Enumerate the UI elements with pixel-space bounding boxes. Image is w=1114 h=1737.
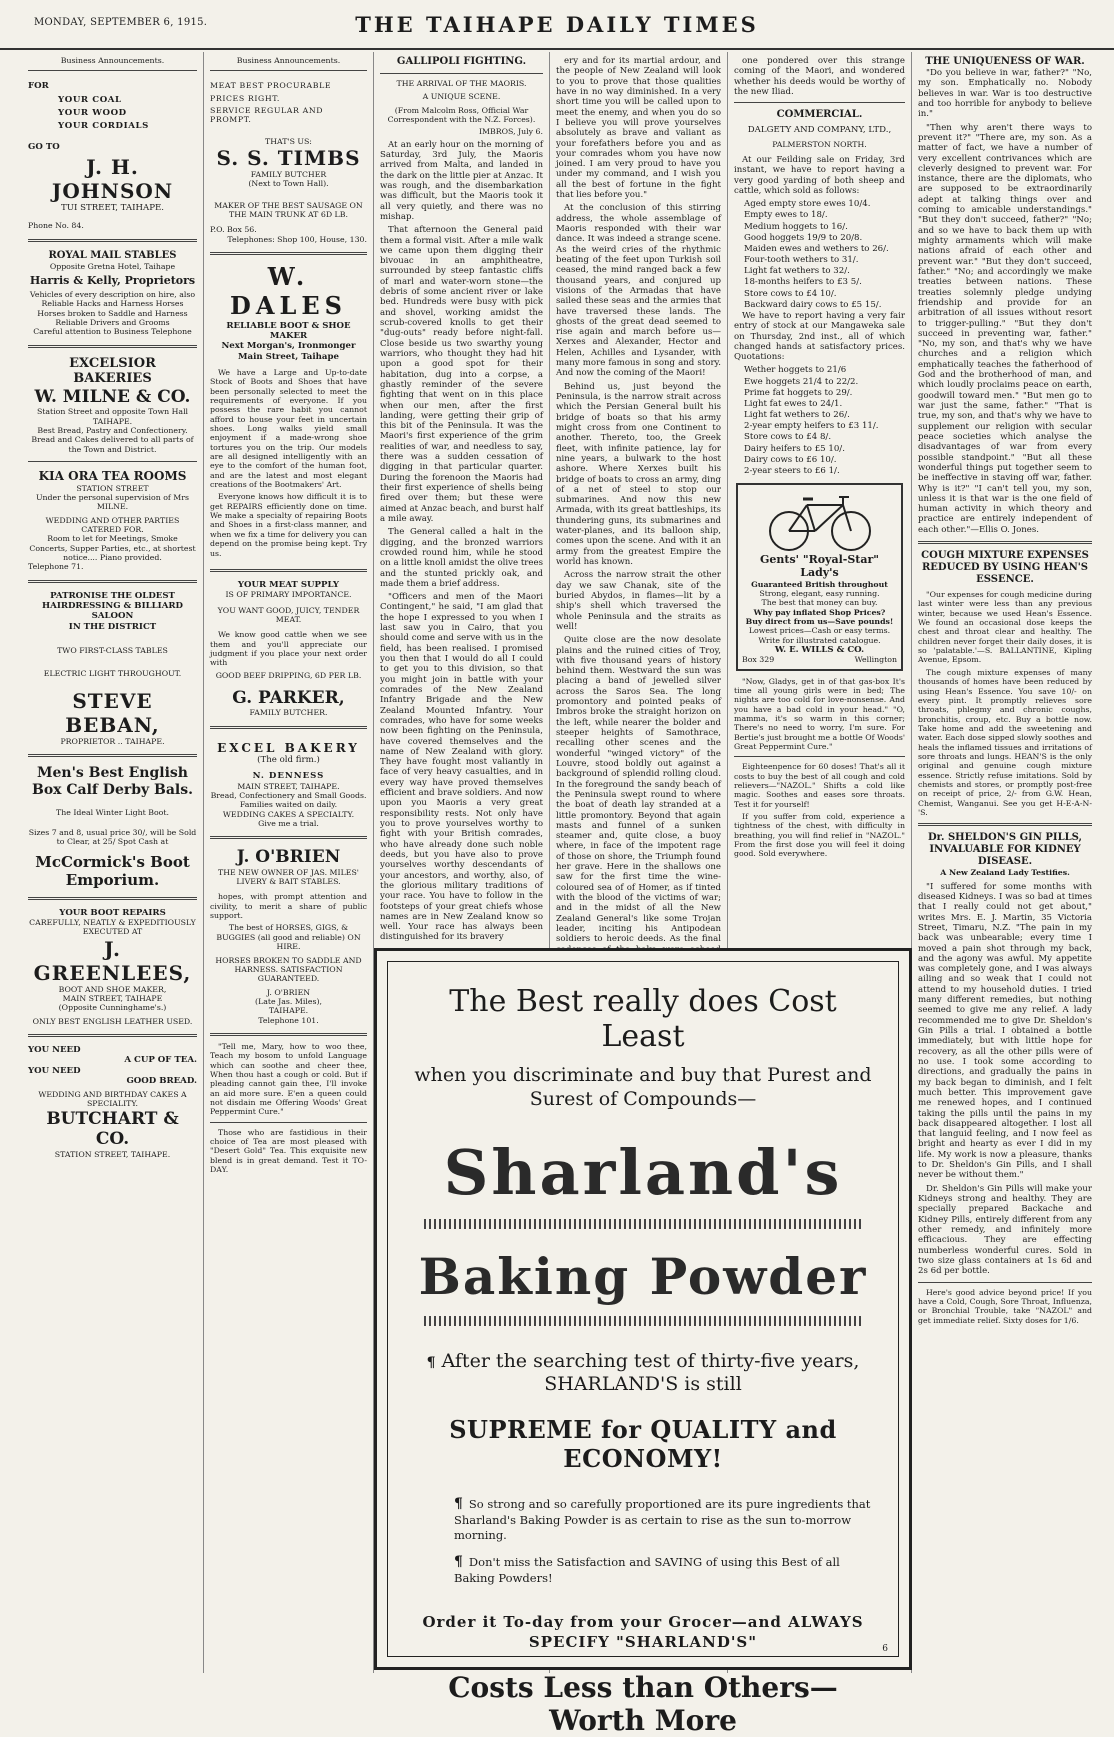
cough-heading: COUGH MIXTURE EXPENSES REDUCED BY USING HEAN'S ESSENCE. <box>921 550 1089 586</box>
ad-mccormick-boots: Men's Best English Box Calf Derby Bals. The Ideal Winter Light Boot. Sizes 7 and 8, usual price 30/, will be Sold to Clear, at 25/ Spot Cash at McCormick's Boot Emporium. <box>28 764 197 889</box>
ad-obrien-stables: J. O'BRIEN THE NEW OWNER OF JAS. MILES' LIVERY & BAIT STABLES. hopes, with prompt attention and civility, to merit a share of public support. The best of HORSES, GIGS, & BUGGIES (all good and reliable) ON HIRE. HORSES BROKEN TO SADDLE AND HARNESS. SATISFACTION GUARANTEED. J. O'BRIEN (Late Jas. Miles), TAIHAPE. Telephone 101. <box>210 847 367 1025</box>
greenlees-name: J. GREENLEES, <box>33 936 192 985</box>
ad-royal-mail-stables: ROYAL MAIL STABLES Opposite Gretna Hotel, Taihape Harris & Kelly, Proprietors Vehicles of every description on hire, also Reliable Hacks and Harness Horses Horses broken to Saddle and Harness Reliable Drivers and Grooms Careful attention to Business Telephone <box>29 249 196 337</box>
timbs-name: S. S. TIMBS <box>216 146 361 171</box>
page-number: 6 <box>882 1644 888 1654</box>
newspaper-title: THE TAIHAPE DAILY TIMES <box>355 12 759 37</box>
dales-name: W. DALES <box>230 262 347 320</box>
stock-list-feilding: Aged empty store ewes 10/4. Empty ewes to 18/. Medium hoggets to 16/. Good hoggets 19/9 to 20/8. Maiden ewes and wethers to 26/. Four-tooth wethers to 31/. Light fat wethers to 32/. 18-months heifers to £3 5/. Store cows to £4 10/. Backward dairy cows to £5 15/. <box>744 199 889 310</box>
column-3: GALLIPOLI FIGHTING. THE ARRIVAL OF THE MAORIS. A UNIQUE SCENE. (From Malcolm Ross, Official War Correspondent with the N.Z. Forces). IMBROS, July 6. At an early hour on the morning of Saturday, 3rd July, the Maoris arrived from Malta, and landed in the dark on the little pier at Anzac. It was rough, and the disembarkation was difficult, but the Maoris took it all very quietly, and there was no mishap. That afternoon the General paid them a formal visit. After a mile walk we came upon them digging their bivouac in an amphitheatre, surrounded by steep fantastic cliffs of marl and water-worn stone—the debris of some ancient river or lake bed. Hundreds were busy with pick and shovel, working amidst the scrub-covered knolls to get their "dug-outs" ready before night-fall. Close beside us two swarthy young warriors, who thought they had hit upon a good spot for their habitation, dug into a corpse, a ghastly reminder of the severe fighting that went on in this place when our men, after the first landing, were getting their grip of this bit of the Peninsula. It was the Maori's first experience of the grim realities of war, and needless to say, there was a sudden cessation of digging in that particular quarter. During the forenoon the Maoris had their first experience of shells being fired over them; but these were aimed at Anzac beach, and burst half a mile away. The General called a halt in the digging, and the bronzed warriors crowded round him, while he stood on a little knoll amidst the olive trees and the stunted prickly oak, and made them a brief address. "Officers and men of the Maori Contingent," he said, "I am glad that the hope I expressed to you when I last saw you in Cairo, that you should come and serve with us in the field, has been realised. I promised you then that I would do all I could to get you to this division, so that you might join in battle with your comrades of the New Zealand Infantry Brigade and the New Zealand Mounted Infantry. Your comrades, who have for some weeks now been fighting on the Peninsula, have covered themselves and the name of New Zealand with glory. They have fought most valiantly in face of very heavy casualties, and in every way have proved themselves efficient and brave soldiers. And now upon you Maoris a very great responsibility rests. Not only have you to prove yourselves worthy to fight with your British comrades, who have already done such noble deeds, but you have also to prove yourselves worthy descendants of your ancestors, and worthy, also, of the glorious military traditions of your race. You have to follow in the footsteps of your great chiefs whose names are in New Zealand know so well. Your race has always been distinguished for its bravery <box>374 52 550 1673</box>
masthead <box>0 0 1114 50</box>
column-heading: Business Announcements. <box>236 56 341 65</box>
sharland-brand: Sharland's <box>443 1135 843 1209</box>
pilcrow-icon: ¶ <box>454 1554 463 1571</box>
ad-greenlees: YOUR BOOT REPAIRS CAREFULLY, NEATLY & EXPEDITIOUSLY EXECUTED AT J. GREENLEES, BOOT AND SHOE MAKER, MAIN STREET, TAIHAPE (Opposite Cunninghame's.) ONLY BEST ENGLISH LEATHER USED. <box>29 907 196 1026</box>
parker-name: G. PARKER, <box>232 687 345 708</box>
column-4: ery and for its martial ardour, and the people of New Zealand will look to you to prove that those qualities have in no way diminished. In a very short time you will be called upon to meet the enemy, and when you do so I believe you will prove yourselves absolutely as brave and valiant as your forefathers before you and as your comrades whom you have now joined. I am very proud to have you under my command, and I wish you all the best of fortune in the fight that lies before you." At the conclusion of this stirring address, the whole assemblage of Maoris responded with their war dance. It was indeed a strange scene. As the weird cries of the rhythmic beating of the feet upon Turkish soil ceased, the mind ranged back a few thousand years, and conjured up visions of the Armadas that have sailed these seas and the armies that have traversed these lands. The ghosts of the great dead seemed to rise again and march before us—Xerxes and Alexander, Hector and Helen, Achilles and Lysander, with many more famous in song and story. And now the coming of the Maori! Behind us, just beyond the Peninsula, is the narrow strait across which the Persian General built his bridge of boats so that his army might cross from one Continent to another. Thereto, too, the Greek fleet, with infinite patience, lay for nine years, a bulwark to the host ashore. Where Xerxes built his bridge of boats to cross an army, ding of a net of steel to stop our submarines. And now this new Armada, with its great battleships, its thundering guns, its submarines and water-planes, and its balloon ship, comes upon the scene. And with it an army from the greatest Empire the world has known. Across the narrow strait the other day we saw Chanak, site of the buried Abydos, in flames—lit by a ship's shell which traversed the whole Peninsula and the straits as well! Quite close are the now desolate plains and the ruined cities of Troy, with five thousand years of history behind them. Westward the sun was placing a band of jewelled silver across the Saros Sea. The long promontory and pointed peaks of Imbros broke the straight horizon on the left, while nearer the bolder and steeper heights of Samothrace, recalling other scenes and the wonderful "winged victory" of the Louvre, stood boldly out against a background of splendid rolling cloud. In the foreground the sandy beach of the Peninsula swept round to where the boat of death lay stranded at a little promontory. Beyond that again masts and funnel of a sunken steamer and, quite close, a buoy where, in face of the impotent rage of those on shore, the Triumph found her grave. Here in the shallows one saw for the first time the wine-coloured sea of of Homer, as if tinted with the blood of the victims of war; and in the midst of all the New Zealand General's like some Trojan leader, inciting his Antipodean soldiers to heroic deeds. As the final <box>550 52 728 1673</box>
ad-royal-star-bicycle: Gents' "Royal-Star" Lady's Guaranteed British throughout Strong, elegant, easy running. The best that money can buy. Why pay inflated Shop Prices? Buy direct from us—Save pounds! Lowest prices—Cash or easy terms. Write for illustrated catalogue. W. E. WILLS & CO. Box 329 Wellington <box>736 483 903 670</box>
stock-list-mangaweka: Wether hoggets to 21/6 Ewe hoggets 21/4 to 22/2. Prime fat hoggets to 29/. Light fat ewes to 24/1. Light fat wethers to 26/. 2-year empty heifers to £3 11/. Store cows to £4 8/. Dairy heifers to £5 10/. Dairy cows to £6 10/. 2-year steers to £6 1/. <box>744 365 879 476</box>
uniqueness-title: THE UNIQUENESS OF WAR. <box>925 56 1085 67</box>
column-1 <box>22 52 204 1673</box>
pilcrow-icon: ¶ <box>426 1354 436 1371</box>
ad-beban-saloon: PATRONISE THE OLDEST HAIRDRESSING & BILLIARD SALOON IN THE DISTRICT TWO FIRST-CLASS TABLES ELECTRIC LIGHT THROUGHOUT. STEVE BEBAN, PROPRIETOR .. TAIHAPE. <box>28 589 197 748</box>
tea-notice: Those who are fastidious in their choice of Tea are most pleased with "Desert Gold" Tea. This exquisite new blend is in great demand. Test it TO-DAY. <box>210 1127 367 1175</box>
ad-timbs-butcher: MEAT BEST PROCURABLE PRICES RIGHT. SERVICE REGULAR AND PROMPT. THAT'S US: S. S. TIMBS FAMILY BUTCHER (Next to Town Hall). MAKER OF THE BEST SAUSAGE ON THE MAIN TRUNK AT 6D LB. P.O. Box 56. Telephones: Shop 100, House, 130. <box>210 81 367 244</box>
ad-parker-butcher: YOUR MEAT SUPPLY IS OF PRIMARY IMPORTANCE. YOU WANT GOOD, JUICY, TENDER MEAT. We know good cattle when we see them and you'll appreciate our judgment if you place your next order with GOOD BEEF DRIPPING, 6D PER LB. G. PARKER, FAMILY BUTCHER. <box>210 579 367 718</box>
sharland-headline: The Best really does Cost Least <box>449 984 837 1054</box>
ad-sharlands-baking-powder: The Best really does Cost Least when you discriminate and buy that Purest and Surest of Compounds— Sharland's Baking Powder ¶ After the searching test of thirty-five years, SHARLAND'S is still SUPREME for QUALITY and ECONOMY! ¶ So strong and so carefully proportioned are its pure ingredients that Sharland's Baking Powder is as certain to rise as the sun to-morrow morning. ¶ Don't miss the Satisfaction and SAVING of using this Best of all Baking Powders! Order it To-day from your Grocer—and ALWAYS SPECIFY "SHARLAND'S" Costs Less than Others—Worth More 6 <box>374 948 912 1670</box>
ad-excelsior-bakeries: EXCELSIOR BAKERIES W. MILNE & CO. Station Street and opposite Town Hall TAIHAPE. Best Bread, Pastry and Confectionery. Bread and Cakes delivered to all parts of the Town and District. <box>31 355 194 454</box>
gin-pills-heading: Dr. SHELDON'S GIN PILLS, INVALUABLE FOR KIDNEY DISEASE. <box>927 832 1083 868</box>
commercial-heading: COMMERCIAL. <box>776 109 863 121</box>
beban-name: STEVE BEBAN, <box>65 688 160 737</box>
butchart-name: BUTCHART & CO. <box>46 1108 179 1150</box>
ad-excel-bakery: EXCEL BAKERY (The old firm.) N. DENNESS MAIN STREET, TAIHAPE. Bread, Confectionery and Small Goods. Families waited on daily. WEDDING CAKES A SPECIALTY. Give me a trial. <box>210 740 367 829</box>
bicycle-icon <box>765 489 875 553</box>
peppermint-poem: "Tell me, Mary, how to woo thee, Teach my bosom to unfold Language which can soothe and cheer thee, When thou hast a cough or cold. But if pleading cannot gain thee, I'll invoke an aid more sure. E'en a queen could not disdain me Offering Woods' Great Peppermint Cure." <box>210 1041 367 1117</box>
ad-kia-ora-tea-rooms: KIA ORA TEA ROOMS STATION STREET Under the personal supervision of Mrs MILNE. WEDDING AND OTHER PARTIES CATERED FOR. Room to let for Meetings, Smoke Concerts, Supper Parties, etc., at shortest notice.... Piano provided. Telephone 71. <box>28 469 196 572</box>
johnson-name: J. H. JOHNSON <box>51 154 174 203</box>
column-5: one pondered over this strange coming of the Maori, and wondered whether his deeds would be worthy of the new Iliad. COMMERCIAL. DALGETY AND COMPANY, LTD., PALMERSTON NORTH. At our Feilding sale on Friday, 3rd instant, we have to report having a very good yarding of both sheep and cattle, which sold as follows: Aged empty store ewes 10/4. Empty ewes to 18/. Medium hoggets to 16/. Good hoggets 19/9 to 20/8. Maiden ewes and wethers to 26/. Four-tooth wethers to 31/. Light fat wethers to 32/. 18-months heifers to £3 5/. Store cows to £4 10/. Backward dairy cows to £5 15/. We have to report having a very fair entry of stock at our Mangaweka sale on Thursday, 2nd inst., all of which changed hands at satisfactory prices. Quotations: Wether hoggets to 21/6 Ewe hoggets 21/4 to 22/2. Prime fat hoggets to 29/. Light fat ewes to 24/1. Light fat wethers to 26/. 2-year empty heifers to £3 11/. Store cows to £4 8/. Dairy heifers to £5 10/. Dairy cows to £6 10/. 2-year steers to £6 1/. Gents' "Royal-Star" Lady's Guaranteed British throughout Strong, elegant, easy running. The best that money can buy. Why pay inflated Shop Prices? Buy direct from us—Save pounds! Lowest prices—Cash or easy terms. Write for illustrated catalogue. W. E. WILLS & CO. Box 329 Wellington "Now, Gladys, get in of that gas-box It's time all young girls were in bed; The nights are too cold for love-nonsense. And you have a bad cold in your head." "O, mamma, it's so warm in this corner; There's no need to worry, I'm sure. For Bertie's just brought me a bottle Of Woods' Great Peppermint Cure." Eighteenpence for 60 doses! That's all it costs to buy the best of all cough and cold relievers—"NAZOL." Shifts a cold like magic. Soothes and eases sore throats. Test it for yourself! If you suffer from cold, experience a tightness of the chest, with difficulty in breathing, you will find relief in "NAZOL." From the first dose you will feel it doing good. Sold everywhere. <box>728 52 912 1673</box>
sharland-product: Baking Powder <box>418 1246 868 1306</box>
column-heading: Business Announcements. <box>60 56 165 65</box>
nazol-poem: "Now, Gladys, get in of that gas-box It's time all young girls were in bed; The nights are too cold for love-nonsense. And you have a bad cold in your head." "O, mamma, it's so warm in this corner; There's no need to worry, I'm sure. For Bertie's just brought me a bottle Of Woods' Great Peppermint Cure." <box>734 676 905 751</box>
obrien-name: J. O'BRIEN <box>236 847 341 868</box>
ad-dales-bootmaker: W. DALES RELIABLE BOOT & SHOE MAKER Next Morgan's, Ironmonger Main Street, Taihape We have a Large and Up-to-date Stock of Boots and Shoes that have been personally selected to meet the requirements of everyone. If you possess the rare habit you cannot afford to house your feet in uncertain shoes. Long walks yield small enjoyment if a made-wrong shoe tortures you on the trip. Our models are all designed intelligently with an eye to the comfort of the human foot, and are the latest and most elegant creations of the Bootmakers' Art. Everyone knows how difficult it is to get REPAIRS efficiently done on time. We make a specialty of repairing Boots and Shoes in a first-class manner, and when we fix a time for delivery you can depend on the promise being kept. Try us. <box>210 262 367 558</box>
pilcrow-icon: ¶ <box>454 1496 463 1512</box>
article-title: GALLIPOLI FIGHTING. <box>396 56 527 67</box>
issue-date: MONDAY, SEPTEMBER 6, 1915. <box>34 17 208 28</box>
column-2 <box>204 52 374 1673</box>
ad-johnson: FOR YOUR COAL YOUR WOOD YOUR CORDIALS GO TO J. H. JOHNSON TUI STREET, TAIHAPE. Phone No. 84. <box>28 76 197 232</box>
column-6: THE UNIQUENESS OF WAR. "Do you believe in war, father?" "No, my son. Emphatically no. Nobody believes in war. War is too destructive and too horrible for anybody to believe in." "Then why aren't there ways to prevent it?" "There are, my son. As a matter of fact, we have a number of very excellent contrivances which are cleverly designed to prevent war. For instance, there are the diplomats, who are supposed to be extraordinarily adept at talking things over and coming to amicable understandings." "But they don't succeed, father?" "No; and so we have to back them up with mighty armaments which will make nations afraid of each other and prevent war." "But they don't succeed, father." "No; and accordingly we make treaties between nations. These treaties solemnly pledge undying friendship and provide for an arbitration of all issues without resort to trigger-pulling." "But they don't succeed in preventing war, father." "No, my son, and that's why we have churches and a religion which emphatically teaches the fatherhood of God and the brotherhood of man, and which loudly proclaims peace on earth, goodwill toward men." "But men go to war just the same, father." "That is true, my son, and that's why we have to supplement our religion with secular peace societies which analyse the disadvantages of war from every possible standpoint." "But all these wonderful things put together seem to be ineffective in staving off war, father. Why is it?" "I can't tell you, my son, unless it is that war is the one field of human activity in which theory and practice are entirely independent of each other."—Ellis O. Jones. COUGH MIXTURE EXPENSES REDUCED BY USING HEAN'S ESSENCE. "Our expenses for cough medicine during last winter were less than any previous winter, because we used Hean's Essence. We found an occasional dose keeps the chest and throat clear and healthy. The children never forget their daily doses, it is so 'palatable.'—S. BALLANTINE, Kipling Avenue, Epsom. The cough mixture expenses of many thousands of homes have been reduced by using Hean's Essence. You save 10/- on every pint. It promptly relieves sore throats, phlegmy and chronic coughs, bronchitis, croup, etc. Buy a bottle now. Take home and add the sweetening and water. Each dose sipped slowly soothes and heals the inflamed tissues and irritations of sore throats and lungs. HEAN'S is the only original and genuine cough mixture essence. Strictly refuse imitations. Sold by chemists and stores, or promptly post-free on receipt of price, 2/- from G.W. Hean, Chemist, Wanganui. See you get H-E-A-N-'S. Dr. SHELDON'S GIN PILLS, INVALUABLE FOR KIDNEY DISEASE. A New Zealand Lady Testifies. "I suffered for some months with diseased Kidneys. I was so bad at times that I really could not get about," writes Mrs. E. J. Martin, 35 Victoria Street, Timaru, N.Z. "The pain in my back was unbearable; every time I moved a pain shot through my back, and the agony was awful. My appetite was completely gone, and I was always ailing and so weak that I could not attend to my household duties. I tried many different remedies, but nothing seemed to give me any relief. A lady recommended me to give Dr. Sheldon's Gin Pills a trial. I obtained a bottle immediately, but with little hope for recovery, as all the other pills were of no use. I took some according to directions, and gradually the pains in my back began to diminish, and I felt much better. This improvement gave me renewed hopes, and I continued taking the pills until the pains in my back disappeared altogether. I lost all that languid feeling, and I now feel as bright and hearty as ever I did in my life. My work is now a pleasure, thanks to Dr. Sheldon's Gin Pills, and I shall never be without them." Dr. Sheldon's Gin Pills will make your Kidneys strong and healthy. They are specially prepared Backache and Kidney Pills, entirely different from any other remedy, and infinitely more efficacious. They are effecting numberless wonderful cures. Sold in two size glass containers at 1s 6d and 2s 6d per bottle. Here's good advice beyond price! If you have a Cold, Cough, Sore Throat, Influenza, or Bronchial Trouble, take "NAZOL" and get immediate relief. Sixty doses for 1/6. <box>918 56 1092 1325</box>
ad-butchart: YOU NEED A CUP OF TEA. YOU NEED GOOD BREAD. WEDDING AND BIRTHDAY CAKES A SPECIALITY. BUTCHART & CO. STATION STREET, TAIHAPE. <box>28 1044 197 1159</box>
sharland-tagline: Costs Less than Others—Worth More <box>448 1670 838 1737</box>
